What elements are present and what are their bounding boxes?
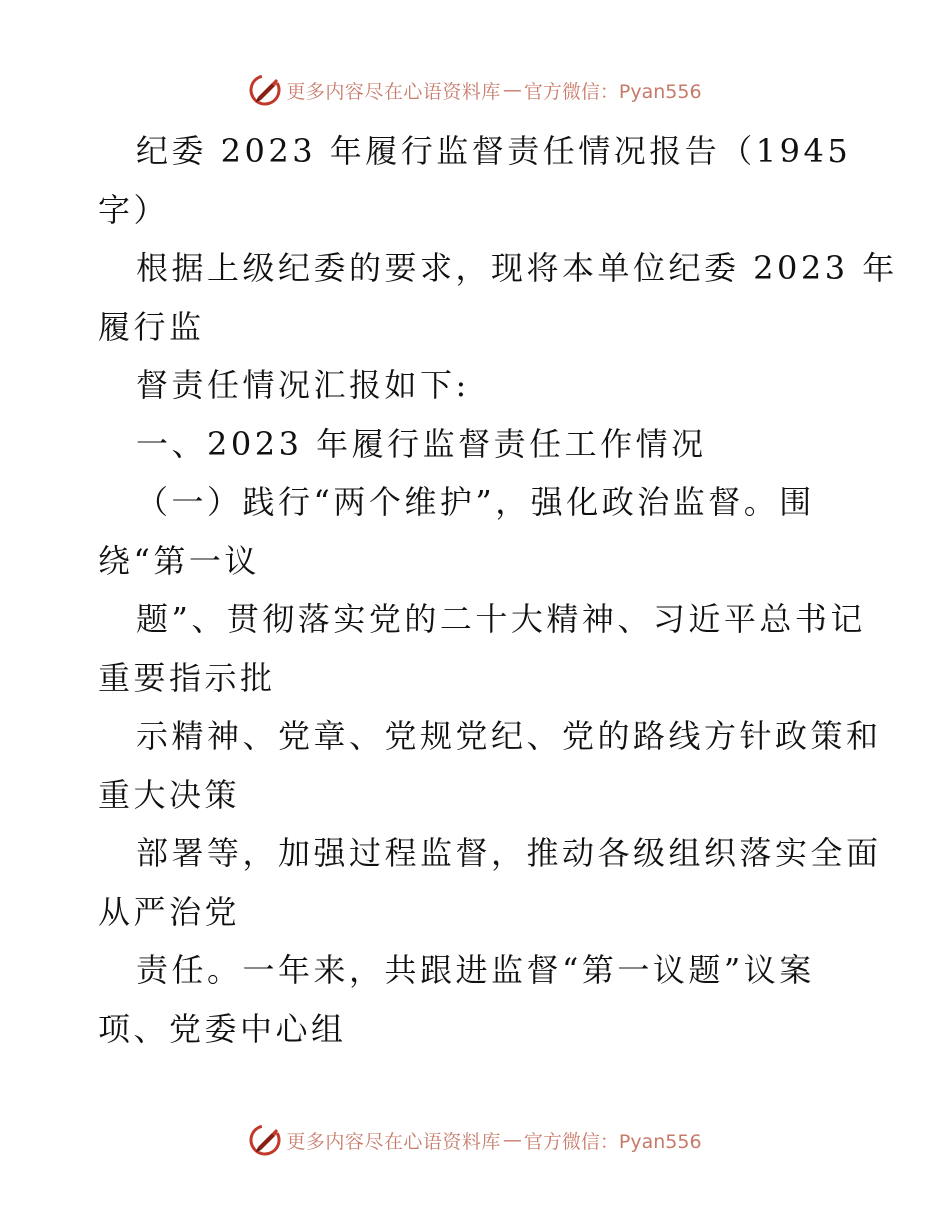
document-body <box>98 122 898 1058</box>
paragraph-line: 重大决策 <box>98 775 241 814</box>
paragraph-line: 部署等，加强过程监督，推动各级组织落实全面 <box>136 834 882 872</box>
paragraph-line: 责任。一年来，共跟进监督“第一议题”议案 <box>136 951 815 989</box>
paragraph-line: 示精神、党章、党规党纪、党的路线方针政策和 <box>136 717 882 755</box>
paragraph-line: 履行监 <box>98 307 205 346</box>
watermark-wechat-text: 官方微信：Pyan556 <box>523 80 702 103</box>
paragraph-line: 题”、贯彻落实党的二十大精神、习近平总书记 <box>136 600 866 638</box>
watermark-footer <box>0 1120 950 1160</box>
pen-logo-icon <box>248 1123 282 1157</box>
subsection-heading: （一）践行“两个维护”，强化政治监督。围 <box>136 483 815 521</box>
paragraph-line: 项、党委中心组 <box>98 1009 347 1048</box>
watermark-wechat-text: 官方微信：Pyan556 <box>523 1130 702 1153</box>
section-heading: 一、2023 年履行监督责任工作情况 <box>136 424 707 463</box>
watermark-separator: — <box>502 79 522 101</box>
document-title-line: 纪委 2023 年履行监督责任情况报告（1945 <box>136 132 852 170</box>
watermark-main-text: 更多内容尽在心语资料库 <box>286 80 501 103</box>
document-title-line-cont: 字） <box>98 190 170 229</box>
paragraph-line: 根据上级纪委的要求，现将本单位纪委 2023 年 <box>136 249 898 287</box>
paragraph-line: 督责任情况汇报如下: <box>136 366 470 404</box>
pen-logo-icon <box>248 73 282 107</box>
watermark-separator: — <box>502 1129 522 1151</box>
paragraph-line: 从严治党 <box>98 892 241 931</box>
watermark-main-text: 更多内容尽在心语资料库 <box>286 1130 501 1153</box>
paragraph-line: 绕“第一议 <box>98 541 260 580</box>
watermark-header <box>0 70 950 110</box>
paragraph-line: 重要指示批 <box>98 658 276 697</box>
